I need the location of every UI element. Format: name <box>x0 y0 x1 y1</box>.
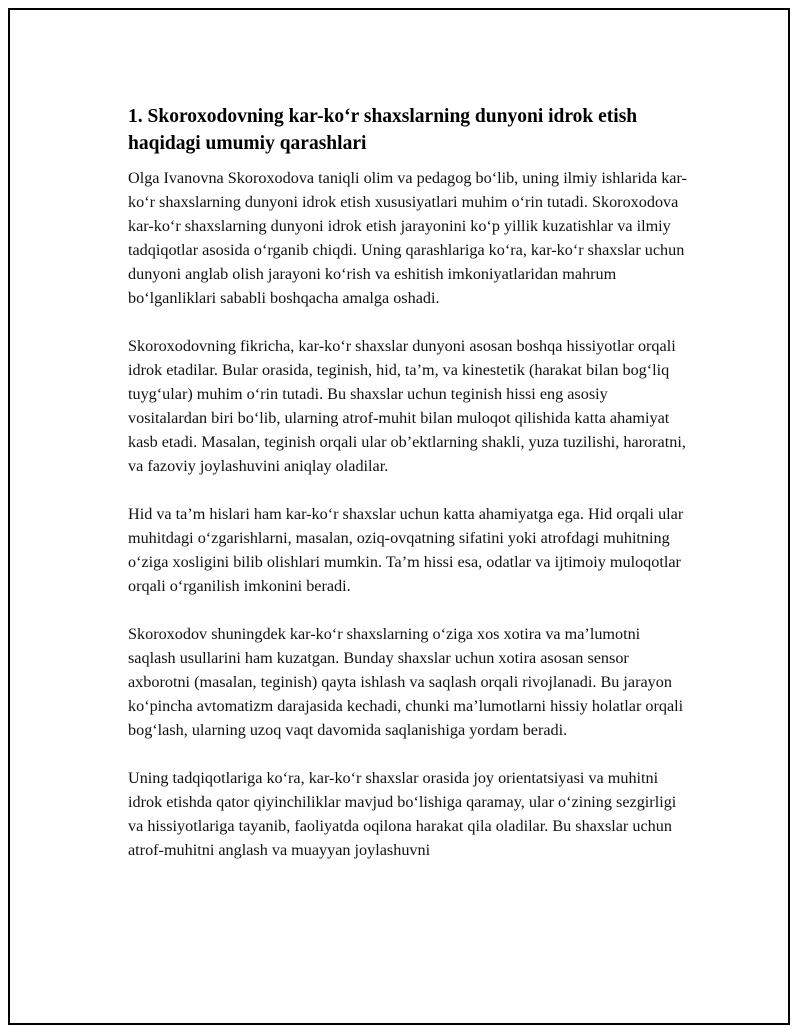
paragraph-2: Skoroxodovning fikricha, kar-ko‘r shaxslar dunyoni asosan boshqa hissiyotlar orqali idrok etadilar. Bular orasida, teginish, hid, ta’m, va kinestetik (harakat bilan bog‘liq tuyg‘ular) muhim o‘rin tutadi. Bu shaxslar uchun teginish hissi eng asosiy vositalardan biri bo‘lib, ularning atrof-muhit bilan muloqot qilishida katta ahamiyat kasb etadi. Masalan, teginish orqali ular ob’ektlarning shakli, yuza tuzilishi, haroratni, va fazoviy joylashuvini aniqlay oladilar. <box>128 337 686 475</box>
paragraph-1: Olga Ivanovna Skoroxodova taniqli olim va pedagog bo‘lib, uning ilmiy ishlarida kar-ko‘r shaxslarning dunyoni idrok etish xususiyatlari muhim o‘rin tutadi. Skoroxodova kar-ko‘r shaxslarning dunyoni idrok etish jarayonini ko‘p yillik kuzatishlar va ilmiy tadqiqotlar asosida o‘rganib chiqdi. Uning qarashlariga ko‘ra, kar-ko‘r shaxslar uchun dunyoni anglab olish jarayoni ko‘rish va eshitish imkoniyatlaridan mahrum bo‘lganliklari sababli boshqacha amalga oshadi. <box>128 169 687 307</box>
section-heading: 1. Skoroxodovning kar-ko‘r shaxslarning dunyoni idrok etish haqidagi umumiy qarashlari <box>128 106 638 154</box>
paragraph-3: Hid va ta’m hislari ham kar-ko‘r shaxslar uchun katta ahamiyatga ega. Hid orqali ular muhitdagi o‘zgarishlarni, masalan, oziq-ovqatning sifatini yoki atrofdagi muhitning o‘ziga xosligini bilib olishlari mumkin. Ta’m hissi esa, odatlar va ijtimoiy muloqotlar orqali o‘rganilish imkonini beradi. <box>128 505 684 595</box>
paragraph-4: Skoroxodov shuningdek kar-ko‘r shaxslarning o‘ziga xos xotira va ma’lumotni saqlash usullarini ham kuzatgan. Bunday shaxslar uchun xotira asosan sensor axborotni (masalan, teginish) qayta ishlash va saqlash orqali rivojlanadi. Bu jarayon ko‘pincha avtomatizm darajasida kechadi, chunki ma’lumotlarni hissiy holatlar orqali bog‘lash, ularning uzoq vaqt davomida saqlanishiga yordam beradi. <box>128 625 684 739</box>
paragraph-5: Uning tadqiqotlariga ko‘ra, kar-ko‘r shaxslar orasida joy orientatsiyasi va muhitni idrok etishda qator qiyinchiliklar mavjud bo‘lishiga qaramay, ular o‘zining sezgirligi va hissiyotlariga tayanib, faoliyatda oqilona harakat qila oladilar. Bu shaxslar uchun atrof-muhitni anglash va muayyan joylashuvni <box>128 769 677 859</box>
document-page <box>8 8 790 1025</box>
document-body <box>128 103 688 862</box>
